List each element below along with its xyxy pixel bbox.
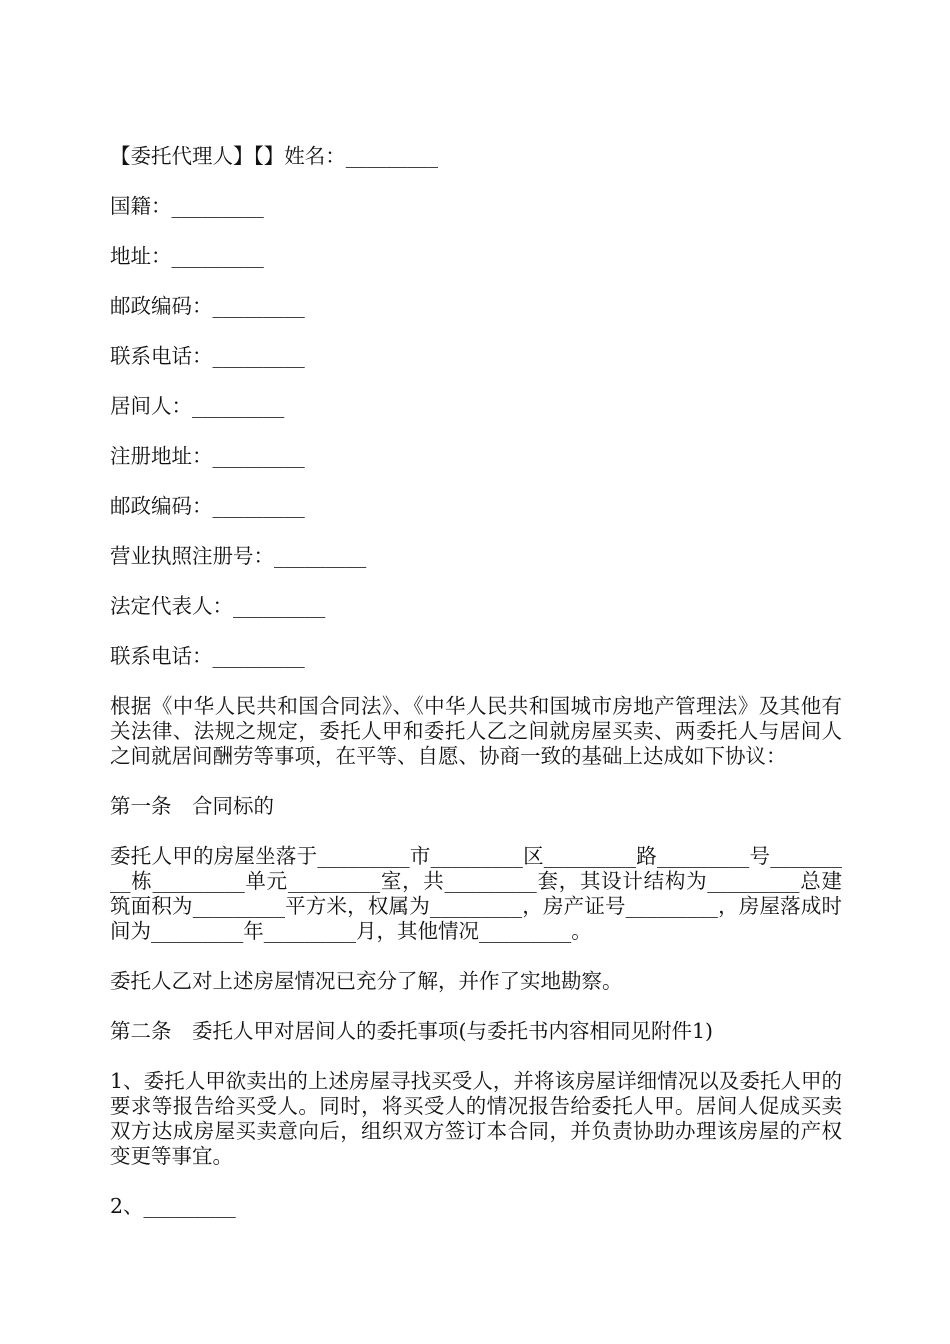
document-page [110,144,842,1244]
article-2-item-2: 2、_________ [110,1194,236,1218]
phone-line: 联系电话：_________ [110,344,305,368]
legal-representative-line: 法定代表人：_________ [110,594,326,618]
intro-paragraph: 根据《中华人民共和国合同法》、《中华人民共和国城市房地产管理法》及其他有关法律、法规之规定，委托人甲和委托人乙之间就房屋买卖、两委托人与居间人之间就居间酬劳等事项，在平等、自愿、协商一致的基础上达成如下协议： [110,694,842,768]
nationality-line: 国籍：_________ [110,194,264,218]
business-license-line: 营业执照注册号：_________ [110,544,367,568]
article-2-item-1: 1、委托人甲欲卖出的上述房屋寻找买受人，并将该房屋详细情况以及委托人甲的要求等报告给买受人。同时，将买受人的情况报告给委托人甲。居间人促成买卖双方达成房屋买卖意向后，组织双方签订本合同，并负责协助办理该房屋的产权变更等事宜。 [110,1069,842,1168]
postal-code-line: 邮政编码：_________ [110,294,305,318]
agent-name-line: 【委托代理人】【】姓名：_________ [110,144,438,168]
registered-address-line: 注册地址：_________ [110,444,305,468]
article-2-title: 第二条 委托人甲对居间人的委托事项(与委托书内容相同见附件1) [110,1019,714,1043]
intermediary-phone-line: 联系电话：_________ [110,644,305,668]
intermediary-postal-code-line: 邮政编码：_________ [110,494,305,518]
address-line: 地址：_________ [110,244,264,268]
article-1-title: 第一条 合同标的 [110,794,274,818]
intermediary-line: 居间人：_________ [110,394,285,418]
article-1-note: 委托人乙对上述房屋情况已充分了解，并作了实地勘察。 [110,969,623,993]
article-1-body: 委托人甲的房屋坐落于_________市_________区_________路_________号_________栋_________单元_________室，共_________套，其设计结构为_________总建筑面积为_________平方米，权属为_________，房产证号_________，房屋落成时间为_________年_________月，其他情况_________。 [110,844,842,943]
